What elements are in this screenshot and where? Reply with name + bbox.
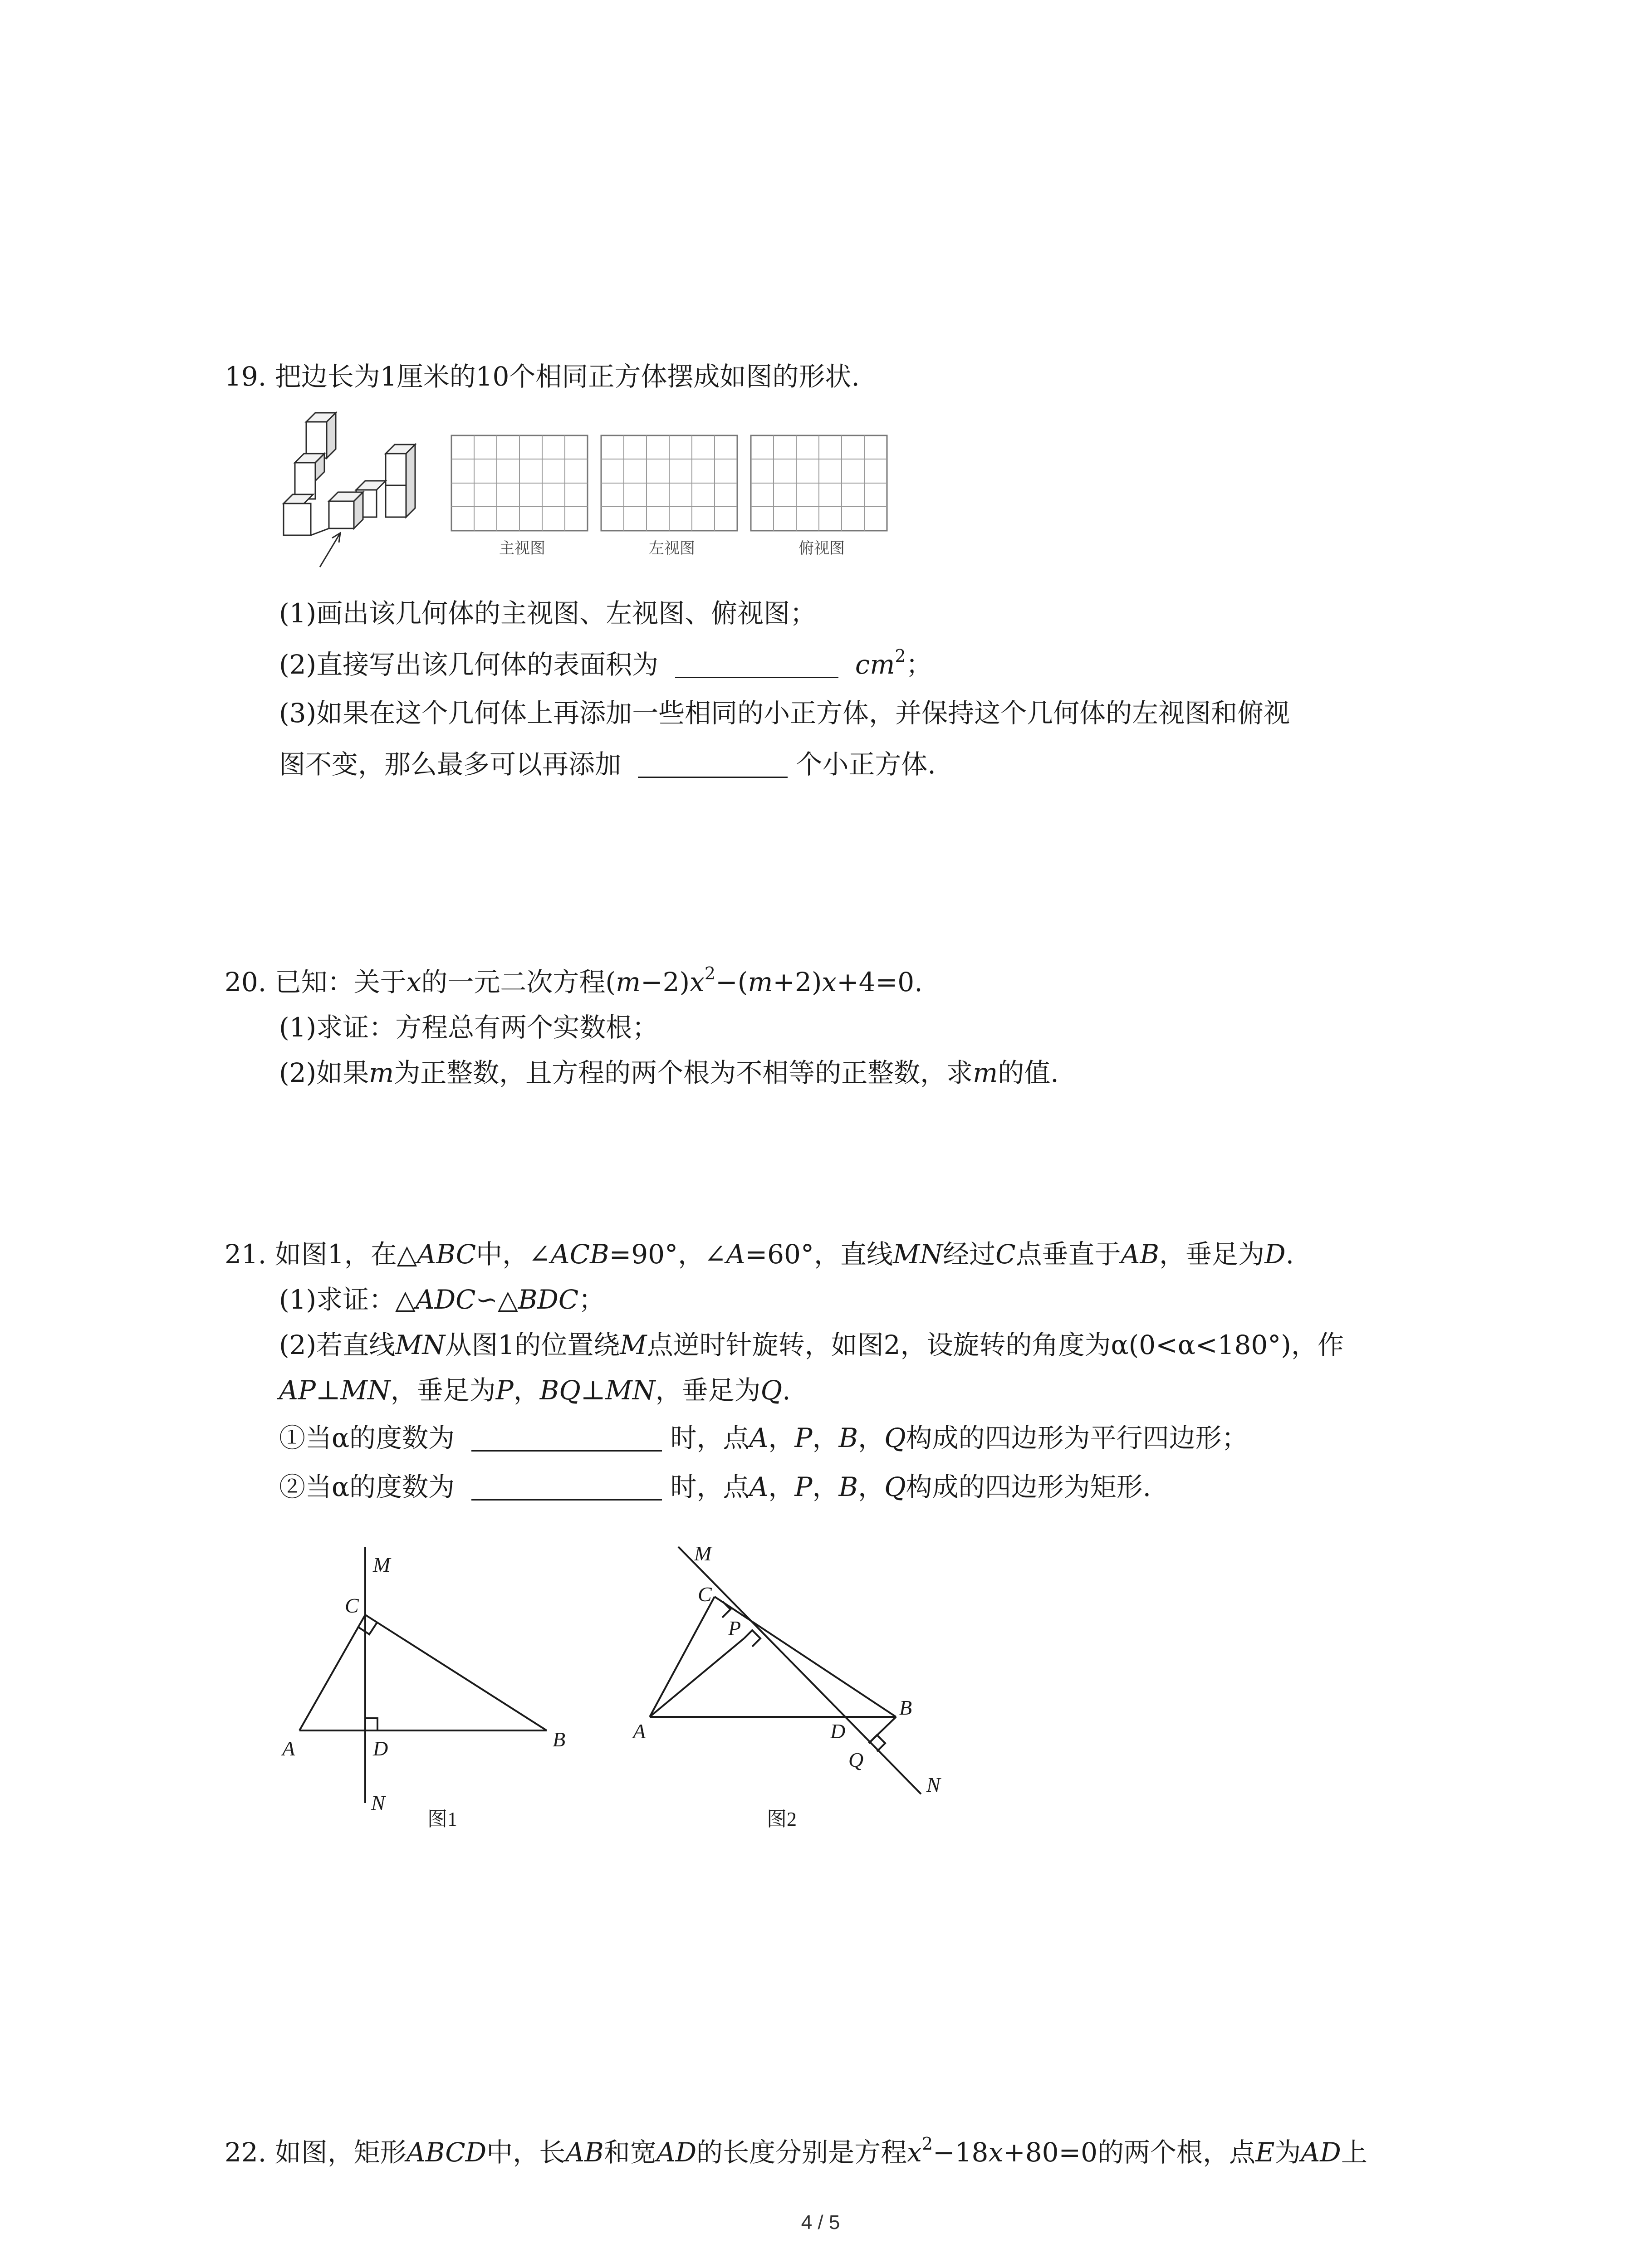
fig2-label-c: C [698, 1583, 712, 1606]
fig1-label-n: N [371, 1791, 385, 1814]
q21-part1: (1)求证：△ADC∽△BDC； [279, 1284, 605, 1315]
q19-answer-blank-2[interactable] [638, 748, 788, 778]
q20-part2: (2)如果m为正整数，且方程的两个根为不相等的正整数，求m的值. [279, 1057, 1059, 1088]
q21-figure-2 [622, 1533, 966, 1851]
front-view-label: 主视图 [499, 540, 545, 557]
q20-stem: 20. 已知：关于x的一元二次方程$(m-2)x^2-(m+2)x+4=0$. [225, 963, 923, 997]
q19-cube-figure [277, 404, 449, 585]
q19-answer-blank-1[interactable] [675, 649, 838, 678]
q21-part2-line1: (2)若直线MN从图1的位置绕M点逆时针旋转，如图2，设旋转的角度为α(0<α<180°)，作 [279, 1330, 1344, 1360]
q21-sub1: ①当α的度数为 时，点A，P，B，Q构成的四边形为平行四边形； [279, 1422, 1248, 1453]
fig1-label-c: C [345, 1594, 359, 1617]
q19-part2: (2)直接写出该几何体的表面积为 $cm^2$； [279, 646, 932, 680]
q21-sub2: ②当α的度数为 时，点A，P，B，Q构成的四边形为矩形. [279, 1471, 1151, 1502]
q19-view-grids [449, 433, 894, 569]
left-view-label: 左视图 [649, 540, 695, 557]
fig2-label-b: B [899, 1696, 912, 1719]
fig2-label-a: A [633, 1720, 646, 1743]
fig2-label-m: M [694, 1542, 712, 1565]
fig2-label-q: Q [848, 1748, 864, 1771]
fig2-label-p: P [728, 1617, 741, 1640]
q19-part1: (1)画出该几何体的主视图、左视图、俯视图； [279, 598, 817, 629]
fig1-label-m: M [373, 1553, 391, 1576]
q22-stem: 22. 如图，矩形ABCD中，长AB和宽AD的长度分别是方程$x^2-18x+80=0$的两个根，点E为AD上 [225, 2134, 1367, 2168]
fig1-caption: 图1 [427, 1808, 457, 1830]
fig1-label-b: B [553, 1728, 566, 1751]
fig2-label-d: D [830, 1720, 846, 1743]
fig1-label-d: D [373, 1737, 388, 1760]
top-view-label: 俯视图 [798, 540, 845, 557]
front-view-grid [451, 435, 588, 531]
fig1-label-a: A [282, 1737, 295, 1760]
q20-part1: (1)求证：方程总有两个实数根； [279, 1012, 659, 1043]
q21-answer-blank-2[interactable] [471, 1471, 662, 1501]
q21-figure-1 [272, 1533, 599, 1851]
top-view-grid [751, 435, 887, 531]
left-view-grid [601, 435, 737, 531]
q19-part3-line2: 图不变，那么最多可以再添加 个小正方体. [279, 749, 936, 780]
fig2-caption: 图2 [767, 1808, 797, 1830]
q21-stem: 21. 如图1，在△ABC中，∠ACB=90°，∠A=60°，直线MN经过C点垂直于AB，垂足为D. [225, 1239, 1294, 1270]
q21-part2-line2: AP⊥MN，垂足为P，BQ⊥MN，垂足为Q. [279, 1375, 791, 1406]
q19-stem: 19. 把边长为1厘米的10个相同正方体摆成如图的形状. [225, 361, 860, 392]
q19-part3-line1: (3)如果在这个几何体上再添加一些相同的小正方体，并保持这个几何体的左视图和俯视 [279, 698, 1290, 728]
q21-answer-blank-1[interactable] [471, 1422, 662, 1452]
fig2-label-n: N [926, 1773, 941, 1796]
page-number: 4 / 5 [801, 2211, 840, 2234]
